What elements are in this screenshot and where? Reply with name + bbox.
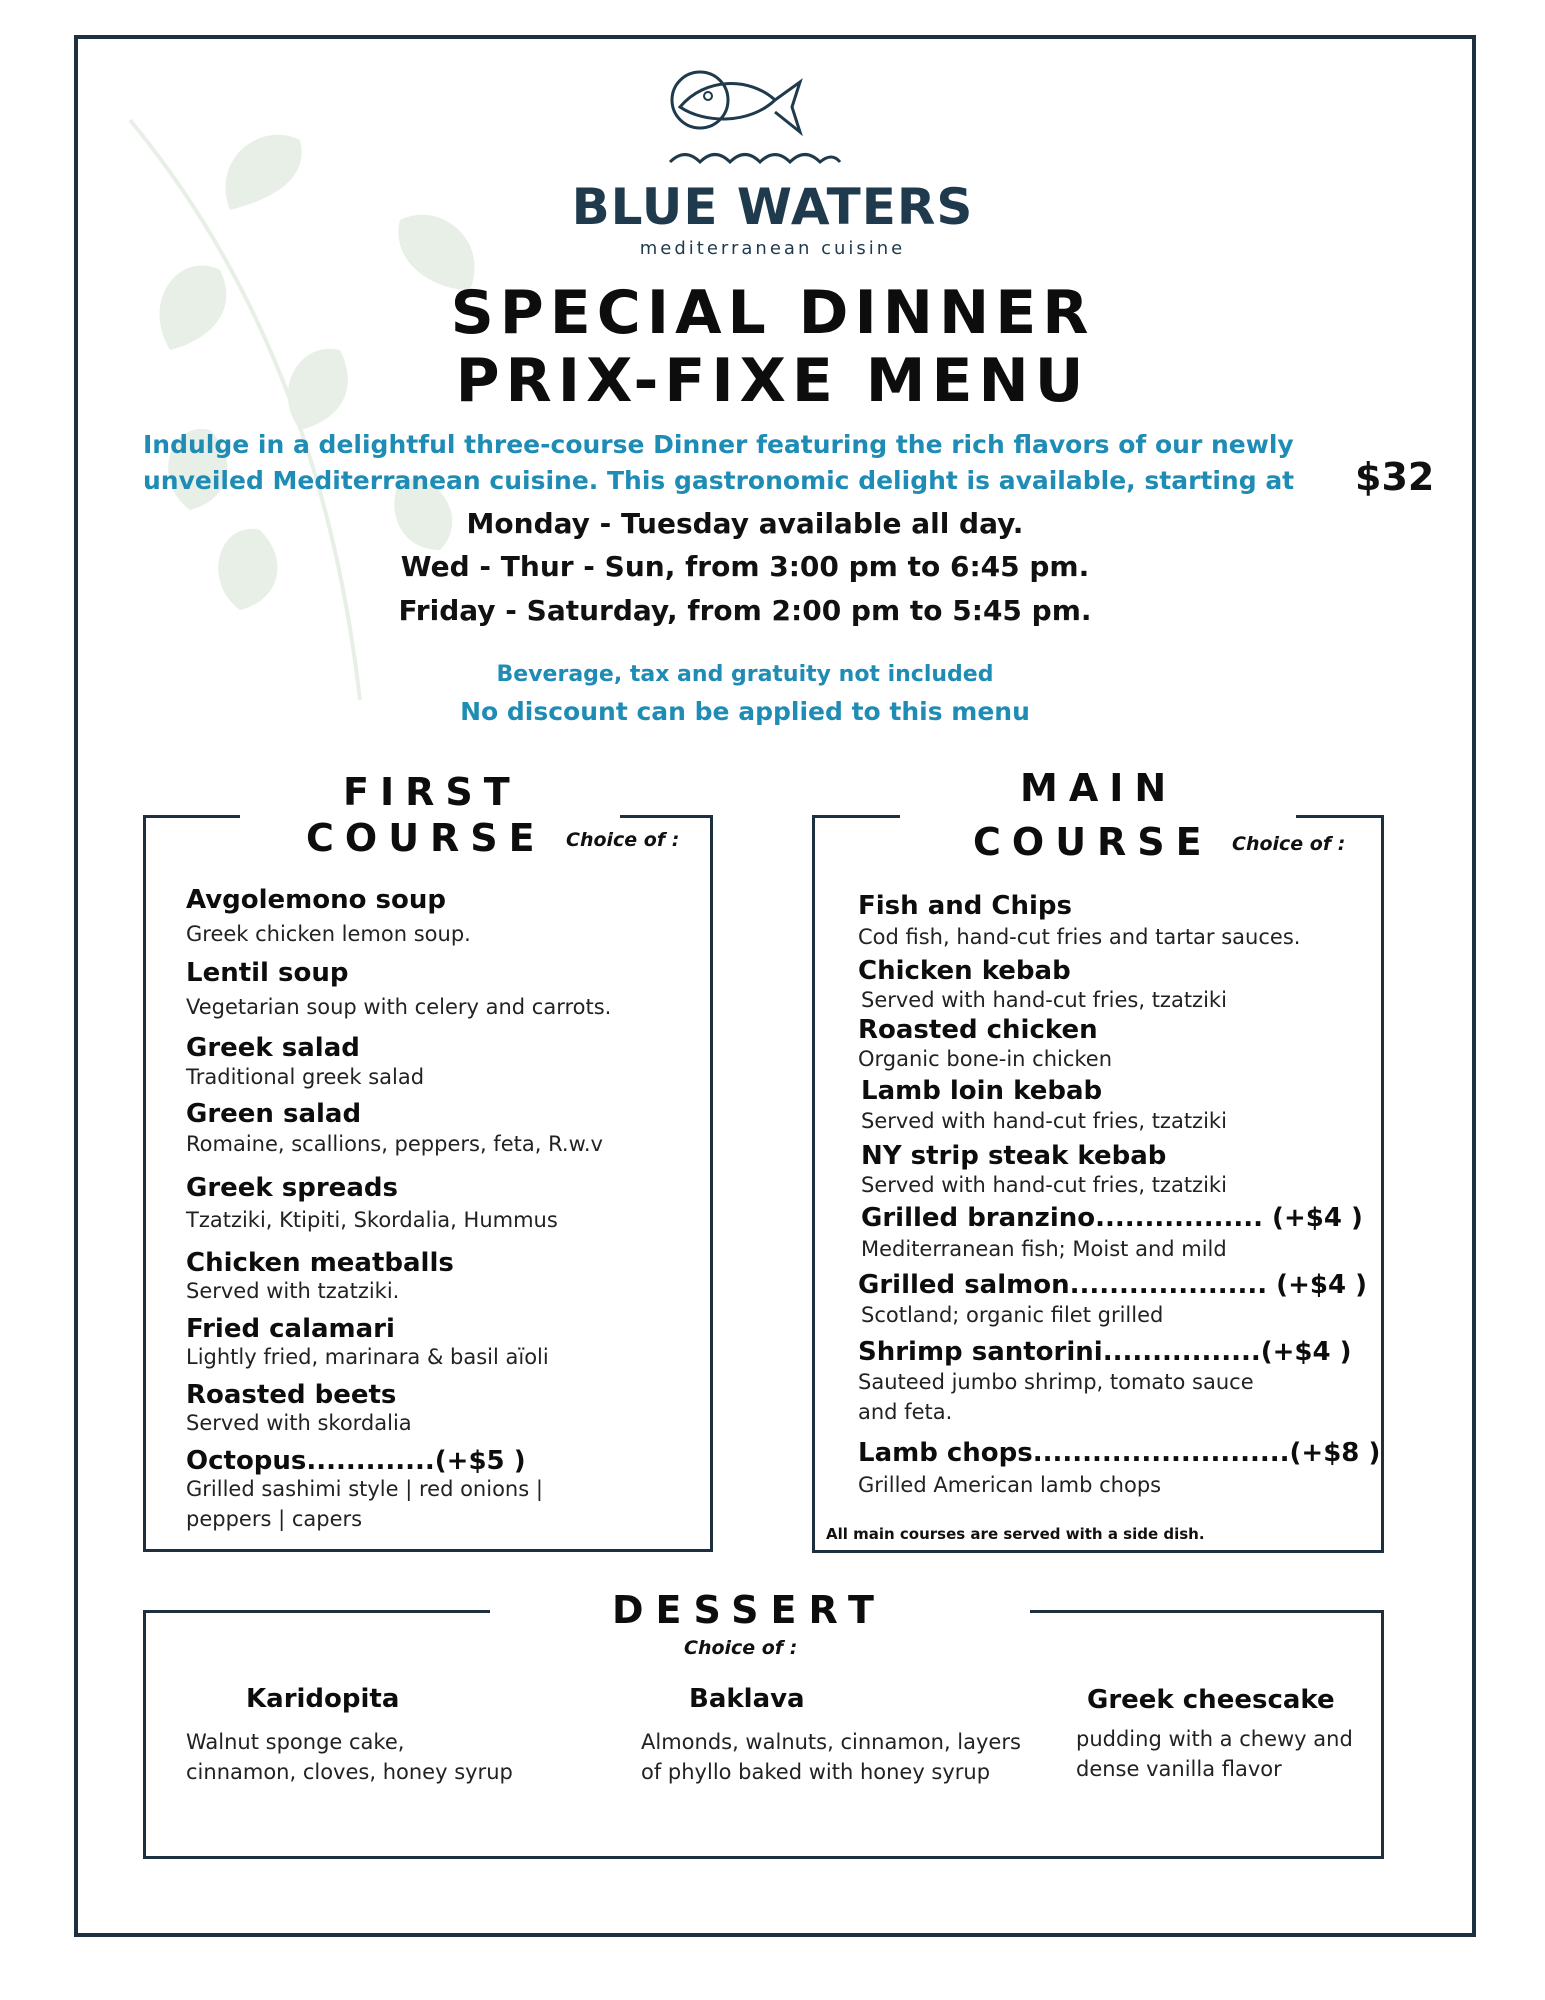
first-item-desc: Tzatziki, Ktipiti, Skordalia, Hummus bbox=[186, 1208, 558, 1232]
first-item-name: Fried calamari bbox=[186, 1314, 395, 1344]
first-item-name: Octopus.............(+$5 ) bbox=[186, 1446, 526, 1476]
main-item-desc: Served with hand-cut fries, tzatziki bbox=[861, 1109, 1227, 1133]
title-line-1: SPECIAL DINNER bbox=[450, 278, 1095, 348]
first-item-desc: Greek chicken lemon soup. bbox=[186, 922, 471, 946]
main-item-desc: Scotland; organic filet grilled bbox=[861, 1303, 1164, 1327]
first-item-name: Greek spreads bbox=[186, 1173, 398, 1203]
main-item-desc: Sauteed jumbo shrimp, tomato sauce and feta. bbox=[858, 1370, 1254, 1424]
main-item-name: Roasted chicken bbox=[858, 1015, 1098, 1045]
first-item-desc: Romaine, scallions, peppers, feta, R.w.v bbox=[186, 1132, 603, 1156]
schedule-line-3: Friday - Saturday, from 2:00 pm to 5:45 pm. bbox=[398, 594, 1092, 627]
first-item-name: Lentil soup bbox=[186, 958, 349, 988]
main-item-desc: Served with hand-cut fries, tzatziki bbox=[861, 1173, 1227, 1197]
main-course-choice: Choice of : bbox=[1232, 833, 1346, 855]
main-item-name: Chicken kebab bbox=[858, 956, 1071, 986]
main-item-desc: Served with hand-cut fries, tzatziki bbox=[861, 988, 1227, 1012]
brand-tagline: mediterranean cuisine bbox=[639, 238, 906, 259]
main-item-desc: Mediterranean fish; Moist and mild bbox=[861, 1237, 1227, 1261]
dessert-item-desc: Walnut sponge cake, cinnamon, cloves, honey syrup bbox=[186, 1730, 513, 1784]
main-course-title-2: COURSE bbox=[973, 820, 1213, 864]
first-item-name: Roasted beets bbox=[186, 1380, 397, 1410]
first-course-title-2: COURSE bbox=[306, 816, 546, 860]
dessert-item-desc: pudding with a chewy and dense vanilla flavor bbox=[1076, 1727, 1353, 1781]
fish-logo-icon bbox=[650, 62, 850, 177]
main-item-desc: Cod fish, hand-cut fries and tartar sauces. bbox=[858, 925, 1301, 949]
brand-name: BLUE WATERS bbox=[571, 178, 974, 236]
main-item-desc: Organic bone-in chicken bbox=[858, 1047, 1113, 1071]
dessert-title: DESSERT bbox=[612, 1588, 886, 1632]
beverage-note: Beverage, tax and gratuity not included bbox=[496, 662, 994, 687]
dessert-item-name: Karidopita bbox=[246, 1684, 400, 1714]
main-item-name: Fish and Chips bbox=[858, 891, 1073, 921]
first-item-desc: Traditional greek salad bbox=[186, 1065, 425, 1089]
first-item-desc: Vegetarian soup with celery and carrots. bbox=[186, 995, 612, 1019]
price: $32 bbox=[1355, 455, 1435, 499]
main-item-name: Shrimp santorini................(+$4 ) bbox=[858, 1337, 1352, 1367]
first-item-desc: Served with skordalia bbox=[186, 1411, 412, 1435]
side-dish-note: All main courses are served with a side dish. bbox=[826, 1525, 1205, 1543]
schedule-line-1: Monday - Tuesday available all day. bbox=[466, 507, 1024, 540]
dessert-item-name: Baklava bbox=[689, 1684, 805, 1714]
discount-note: No discount can be applied to this menu bbox=[460, 697, 1030, 726]
first-course-title-1: FIRST bbox=[343, 770, 521, 814]
first-item-desc: Served with tzatziki. bbox=[186, 1279, 400, 1303]
dessert-choice: Choice of : bbox=[684, 1637, 798, 1659]
main-item-name: Lamb chops..........................(+$8 ) bbox=[858, 1438, 1381, 1468]
first-item-desc: Grilled sashimi style | red onions | peppers | capers bbox=[186, 1477, 543, 1531]
first-item-name: Avgolemono soup bbox=[186, 885, 446, 915]
main-item-name: Grilled salmon.................... (+$4 ) bbox=[858, 1270, 1367, 1300]
main-item-desc: Grilled American lamb chops bbox=[858, 1473, 1162, 1497]
intro-text: Indulge in a delightful three-course Dinner featuring the rich flavors of our newly unveiled Mediterranean cuisine. This gastronomic delight is available, starting at bbox=[143, 430, 1295, 495]
first-item-desc: Lightly fried, marinara & basil aïoli bbox=[186, 1345, 549, 1369]
dessert-item-name: Greek cheescake bbox=[1087, 1685, 1335, 1715]
title-line-2: PRIX-FIXE MENU bbox=[455, 346, 1090, 416]
first-item-name: Green salad bbox=[186, 1099, 362, 1129]
dessert-item-desc: Almonds, walnuts, cinnamon, layers of phyllo baked with honey syrup bbox=[641, 1730, 1021, 1784]
main-item-name: Grilled branzino................. (+$4 ) bbox=[861, 1203, 1363, 1233]
first-item-name: Chicken meatballs bbox=[186, 1248, 454, 1278]
main-item-name: NY strip steak kebab bbox=[861, 1141, 1167, 1171]
first-course-choice: Choice of : bbox=[566, 829, 680, 851]
first-item-name: Greek salad bbox=[186, 1033, 360, 1063]
main-item-name: Lamb loin kebab bbox=[861, 1076, 1103, 1106]
schedule-line-2: Wed - Thur - Sun, from 3:00 pm to 6:45 pm. bbox=[400, 550, 1090, 583]
main-course-title-1: MAIN bbox=[1020, 766, 1178, 810]
